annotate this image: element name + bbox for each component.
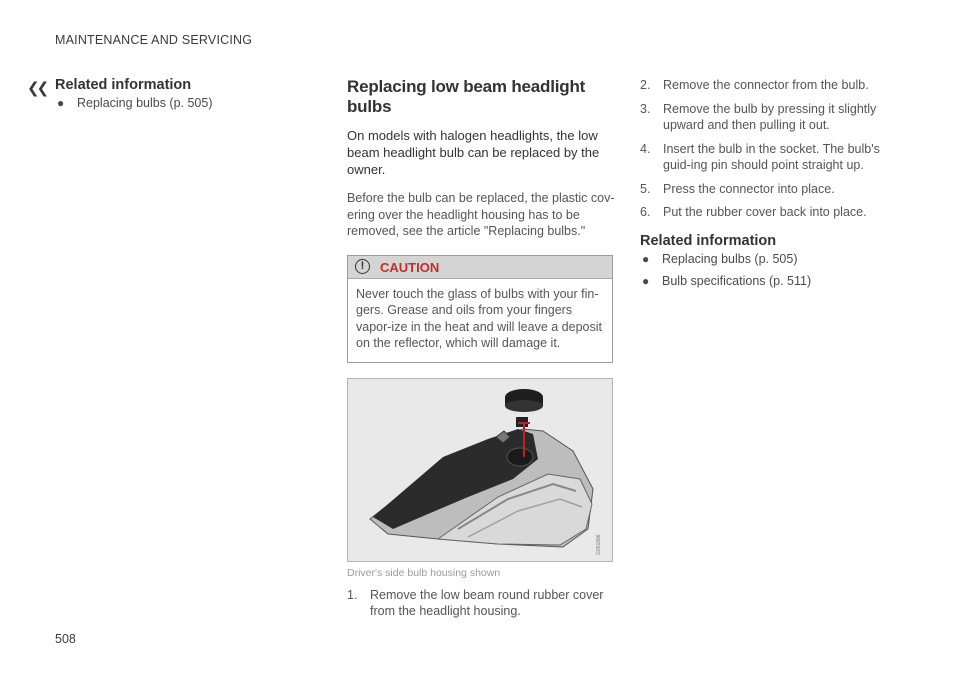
caution-box bbox=[347, 255, 613, 363]
bullet-icon: ● bbox=[57, 96, 65, 110]
related-info-heading: Related information bbox=[640, 232, 777, 249]
step-text: Remove the bulb by pressing it slightly upward and then pulling it out. bbox=[663, 101, 877, 132]
step-text: Insert the bulb in the socket. The bulb's guid-ing pin should point straight up. bbox=[663, 141, 880, 172]
step-number: 4. bbox=[640, 141, 651, 156]
step-item bbox=[640, 101, 910, 134]
figure-caption: Driver's side bulb housing shown bbox=[347, 566, 501, 579]
step-text: Remove the connector from the bulb. bbox=[663, 78, 869, 92]
steps-list-part2 bbox=[640, 77, 910, 221]
step-item bbox=[640, 181, 910, 198]
caution-header bbox=[348, 256, 612, 279]
headlight-drawing bbox=[348, 379, 612, 561]
related-links-list bbox=[640, 251, 910, 290]
caution-text: Never touch the glass of bulbs with your fin-gers. Grease and oils from your fingers vapor-ize in the heat and will leave a deposit on the reflector, which will damage it. bbox=[356, 286, 602, 350]
page-number: 508 bbox=[55, 632, 76, 646]
step-text: Remove the low beam round rubber cover from the headlight housing. bbox=[370, 587, 604, 618]
step-number: 1. bbox=[347, 587, 358, 602]
bullet-icon: ● bbox=[642, 273, 650, 288]
right-column bbox=[640, 77, 910, 295]
related-info-heading: Related information bbox=[55, 77, 192, 93]
article-column bbox=[347, 77, 615, 627]
related-links-list bbox=[55, 95, 295, 112]
related-link-text[interactable]: Replacing bulbs (p. 505) bbox=[662, 251, 798, 266]
step-text: Press the connector into place. bbox=[663, 181, 835, 196]
section-header: MAINTENANCE AND SERVICING bbox=[55, 33, 253, 47]
step-number: 5. bbox=[640, 181, 651, 196]
step-number: 6. bbox=[640, 205, 651, 219]
related-link[interactable] bbox=[55, 95, 295, 112]
step-text: Put the rubber cover back into place. bbox=[663, 205, 867, 219]
related-link[interactable] bbox=[640, 251, 910, 268]
step-number: 3. bbox=[640, 101, 651, 116]
rubber-cover-base bbox=[505, 400, 543, 412]
article-lead: On models with halogen headlights, the low beam headlight bulb can be replaced by the owner. bbox=[347, 128, 600, 177]
article-title: Replacing low beam headlight bulbs bbox=[347, 77, 586, 116]
step-item bbox=[640, 141, 910, 174]
related-link-text[interactable]: Bulb specifications (p. 511) bbox=[662, 273, 812, 288]
caution-title: CAUTION bbox=[380, 259, 440, 275]
step-item bbox=[640, 204, 910, 221]
bullet-icon: ● bbox=[642, 251, 650, 266]
step-number: 2. bbox=[640, 78, 651, 92]
bulb-socket bbox=[507, 448, 533, 466]
figure-code: G051896 bbox=[596, 533, 602, 555]
exclamation-circle-icon: ! bbox=[355, 259, 370, 274]
article-body: Before the bulb can be replaced, the plastic cov-ering over the headlight housing has to be removed, see the article "Replacing bulbs." bbox=[347, 191, 615, 238]
related-link-text[interactable]: Replacing bulbs (p. 505) bbox=[77, 96, 213, 110]
steps-list-part1 bbox=[347, 587, 615, 620]
left-column bbox=[55, 77, 295, 117]
step-item bbox=[347, 587, 615, 620]
related-link[interactable] bbox=[640, 273, 910, 290]
double-chevron-left-icon[interactable]: ❮❮ bbox=[27, 80, 47, 97]
step-item bbox=[640, 77, 910, 94]
headlight-illustration bbox=[347, 378, 613, 562]
